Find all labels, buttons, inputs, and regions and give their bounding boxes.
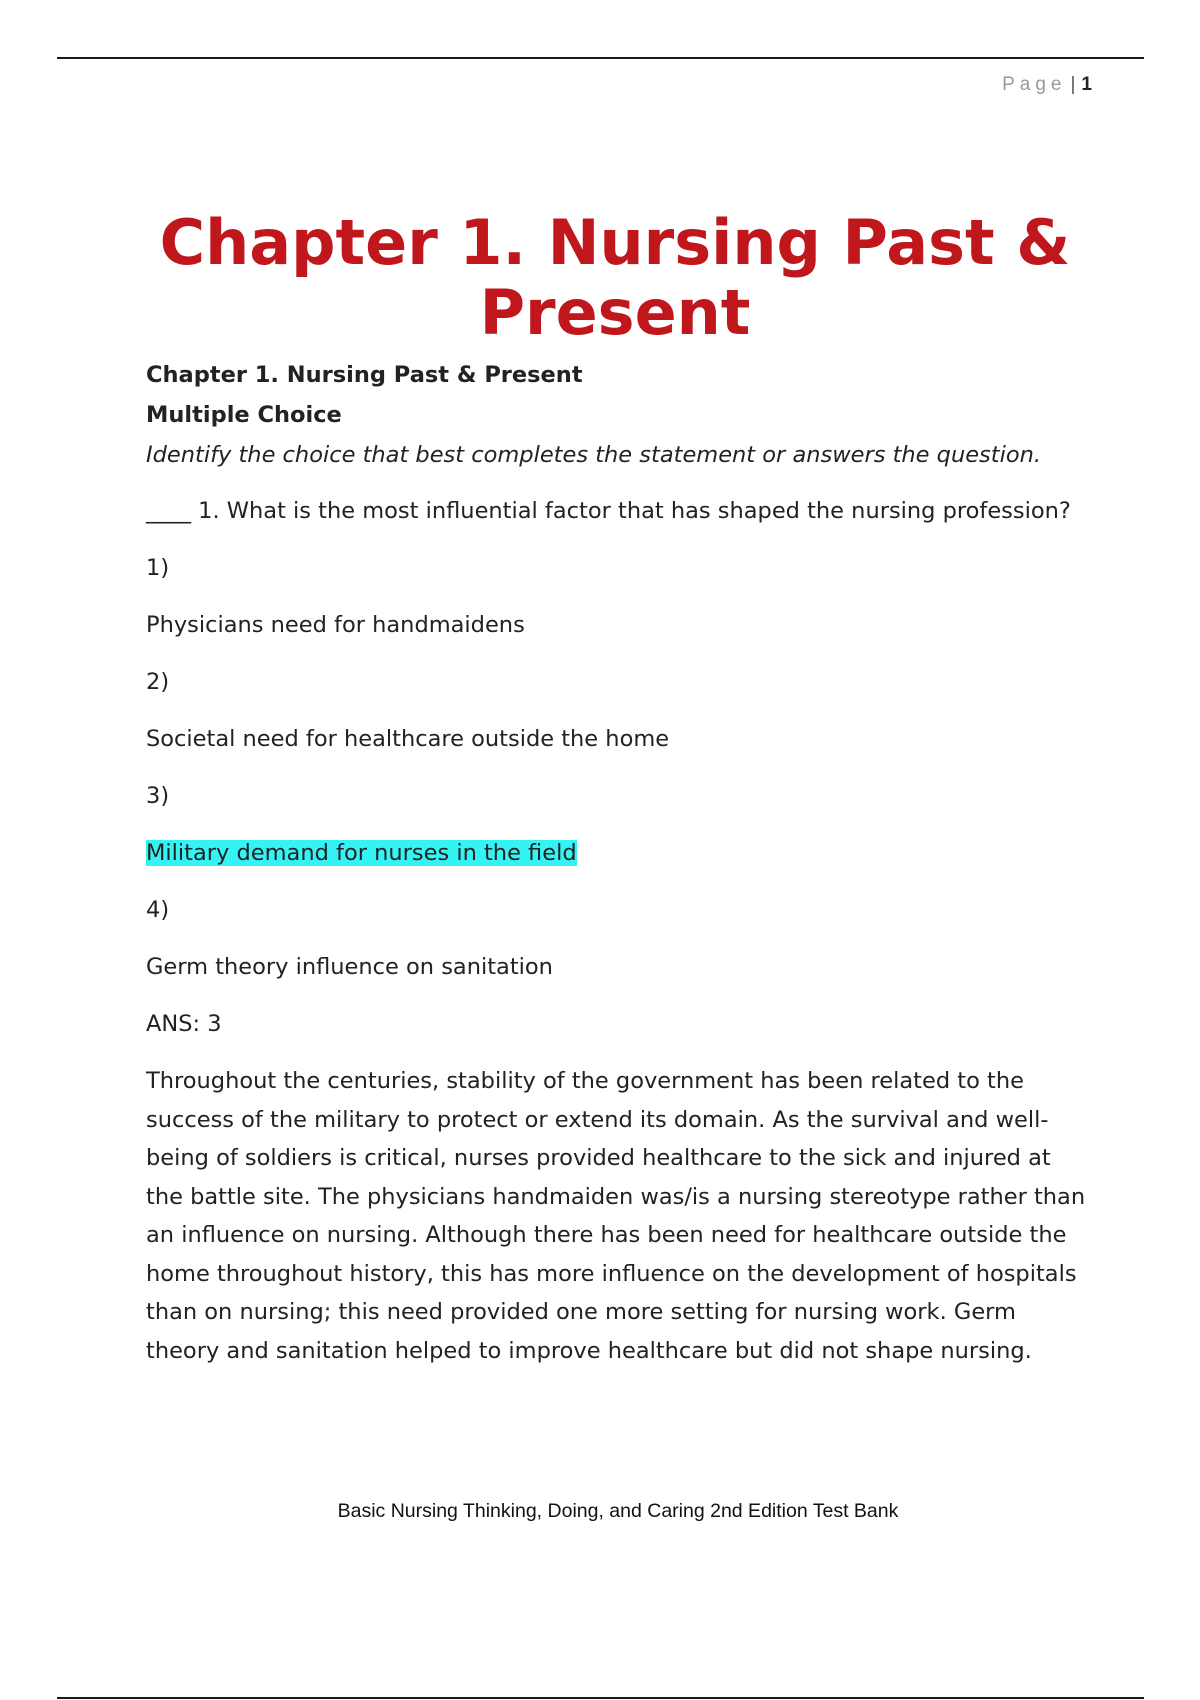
question-text: ____ 1. What is the most influential factor that has shaped the nursing profession? — [146, 498, 1071, 524]
option-label: Germ theory influence on sanitation — [146, 954, 553, 980]
page-number: 1 — [1081, 74, 1092, 95]
chapter-subheading: Chapter 1. Nursing Past & Present — [146, 362, 583, 388]
option-label: Physicians need for handmaidens — [146, 612, 525, 638]
option-number: 2) — [146, 669, 170, 695]
option-text — [146, 720, 1091, 758]
option-number: 3) — [146, 783, 170, 809]
top-rule — [57, 57, 1144, 59]
answer-key: ANS: 3 — [146, 1011, 222, 1037]
bottom-rule — [57, 1697, 1144, 1699]
chapter-title: Chapter 1. Nursing Past & Present — [159, 206, 1071, 349]
option-text — [146, 948, 1091, 986]
option-number: 1) — [146, 555, 170, 581]
option-label: Societal need for healthcare outside the home — [146, 726, 670, 752]
page-label: Page — [1002, 74, 1067, 95]
footer-text: Basic Nursing Thinking, Doing, and Caring 2nd Edition Test Bank — [337, 1500, 899, 1522]
document-body — [146, 355, 1091, 1370]
instructions: Identify the choice that best completes the statement or answers the question. — [146, 442, 1042, 468]
answer-rationale: Throughout the centuries, stability of the government has been related to the success of the military to protect or extend its domain. As the survival and well-being of soldiers is critical, nurses provided healthcare to the sick and injured at the battle site. The physicians handmaiden was/is a nursing stereotype rather than an influence on nursing. Although there has been need for healthcare outside the home throughout history, this has more influence on the development of hospitals than on nursing; this need provided one more setting for nursing work. Germ theory and sanitation helped to improve healthcare but did not shape nursing. — [146, 1068, 1086, 1364]
option-text-highlighted — [146, 834, 1091, 872]
highlighted-correct-option: Military demand for nurses in the field — [146, 840, 577, 866]
page-number-header — [1002, 74, 1092, 96]
option-text — [146, 606, 1091, 644]
option-number: 4) — [146, 897, 170, 923]
page-separator: | — [1070, 74, 1076, 95]
section-heading: Multiple Choice — [146, 402, 342, 428]
